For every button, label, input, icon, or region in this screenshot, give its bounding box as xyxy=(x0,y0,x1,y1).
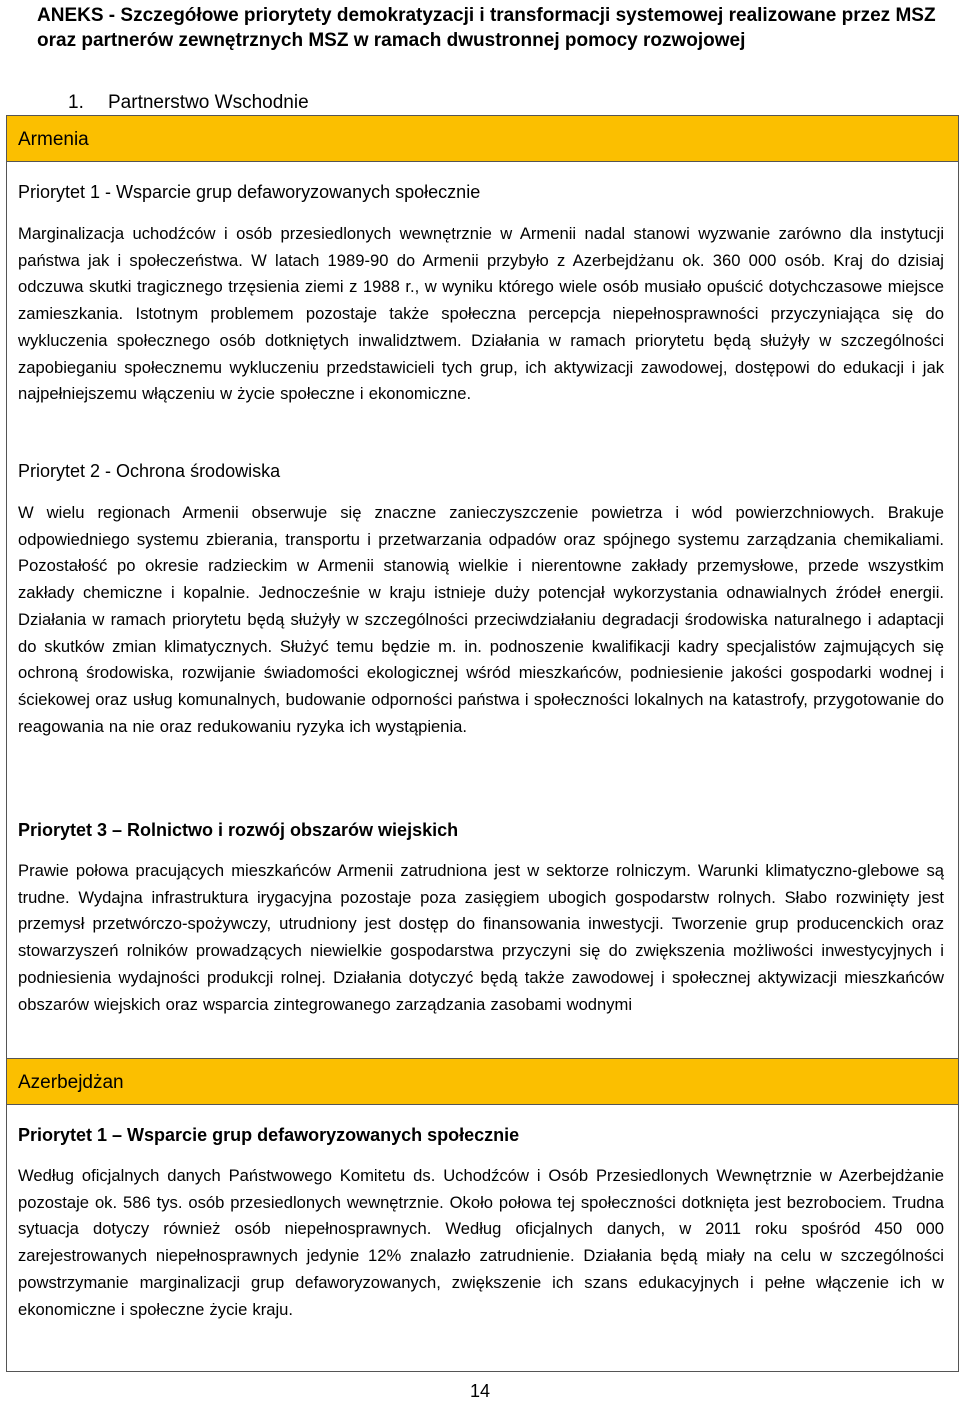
country-band-armenia xyxy=(6,115,959,162)
armenia-priority1-text: Marginalizacja uchodźców i osób przesiedlonych wewnętrznie w Armenii nadal stanowi wyzwanie zarówno dla instytucji państwa jak i społeczeństwa. W latach 1989-90 do Armenii przybyło z Azerbejdżanu ok. 360 000 osób. Kraj do dzisiaj odczuwa skutki tragicznego trzęsienia ziemi z 1988 r., w wyniku którego wiele osób musiało opuścić dotychczasowe miejsce zamieszkania. Istotnym problemem pozostaje także społeczna percepcja niepełnosprawności przyczyniająca się do wykluczenia społecznego osób dotkniętych inwalidztwem. Działania w ramach priorytetu będą służyły w szczególności zapobieganiu społecznemu wykluczeniu przedstawicieli tych grup, ich aktywizacji zawodowej, dostępowi do edukacji i jak najpełniejszemu włączeniu w życie społeczne i ekonomiczne. xyxy=(18,224,944,404)
armenia-priority3-text: Prawie połowa pracujących mieszkańców Armenii zatrudniona jest w sektorze rolniczym. Warunki klimatyczno-glebowe są trudne. Wydajna infrastruktura irygacyjna pozostaje poza zasięgiem ubogich gospodarstw rolnych. Słabo rozwinięty jest przemysł przetwórczo-spożywczy, utrudniony jest dostęp do finansowania inwestycji. Tworzenie grup producenckich oraz stowarzyszeń rolników prowadzących niewielkie gospodarstwa przyczyni się do zwiększenia możliwości inwestycyjnych i podniesienia wydajności produkcji rolnej. Działania dotyczyć będą także zawodowej i społecznej aktywizacji mieszkańców obszarów wiejskich oraz wsparcia zintegrowanego zarządzania zasobami wodnymi xyxy=(18,861,944,1014)
armenia-priority1-heading: Priorytet 1 - Wsparcie grup defaworyzowanych społecznie xyxy=(18,182,481,202)
page-title: ANEKS - Szczegółowe priorytety demokratyzacji i transformacji systemowej realizowane przez MSZ oraz partnerów zewnętrznych MSZ w ramach dwustronnej pomocy rozwojowej xyxy=(37,5,936,51)
armenia-priority2-text: W wielu regionach Armenii obserwuje się znaczne zanieczyszczenie powietrza i wód powierzchniowych. Brakuje odpowiedniego systemu zbierania, transportu i przetwarzania odpadów oraz spójnego systemu zarządzania chemikaliami. Pozostałość po okresie radzieckim w Armenii stanowią wielkie i nierentowne zakłady przemysłowe, przede wszystkim zakłady chemiczne i kopalnie. Jednocześnie w kraju istnieje duży potencjał wykorzystania odnawialnych źródeł energii. Działania w ramach priorytetu będą służyły w szczególności przeciwdziałaniu degradacji środowiska naturalnego i adaptacji do skutków zmian klimatycznych. Służyć temu będzie m. in. podnoszenie kwalifikacji kadry specjalistów zajmujących się ochroną środowiska, rozwijanie świadomości ekologicznej wśród mieszkańców, podniesienie jakości gospodarki wodnej i ściekowej oraz usług komunalnych, budowanie odporności państwa i społeczności lokalnych na katastrofy, przygotowanie do reagowania na nie oraz redukowaniu ryzyka ich wystąpienia. xyxy=(18,503,944,736)
section-title: Partnerstwo Wschodnie xyxy=(108,92,309,113)
page-number: 14 xyxy=(469,1381,491,1401)
country-label-azerbaijan: Azerbejdżan xyxy=(18,1072,124,1093)
azerbaijan-priority1-heading: Priorytet 1 – Wsparcie grup defaworyzowanych społecznie xyxy=(18,1125,520,1145)
armenia-priority3-heading: Priorytet 3 – Rolnictwo i rozwój obszarów wiejskich xyxy=(18,820,459,840)
azerbaijan-priority1-text: Według oficjalnych danych Państwowego Komitetu ds. Uchodźców i Osób Przesiedlonych Wewnętrznie w Azerbejdżanie pozostaje ok. 586 tys. osób przesiedlonych wewnętrznie. Około połowa tej społeczności dotknięta jest bezrobociem. Trudna sytuacja dotyczy również osób niepełnosprawnych. Według oficjalnych danych, w 2011 roku spośród 450 000 zarejestrowanych niepełnosprawnych jedynie 12% znalazło zatrudnienie. Działania będą miały na celu w szczególności powstrzymanie marginalizacji grup defaworyzowanych, zwiększenie ich szans edukacyjnych i pełne włączenie ich w ekonomiczne i społeczne życie kraju. xyxy=(18,1166,944,1319)
section-number: 1. xyxy=(68,92,84,113)
country-band-azerbaijan xyxy=(6,1058,959,1105)
country-label-armenia: Armenia xyxy=(18,129,89,150)
armenia-priority2-heading: Priorytet 2 - Ochrona środowiska xyxy=(18,461,281,481)
section-heading xyxy=(68,91,309,115)
